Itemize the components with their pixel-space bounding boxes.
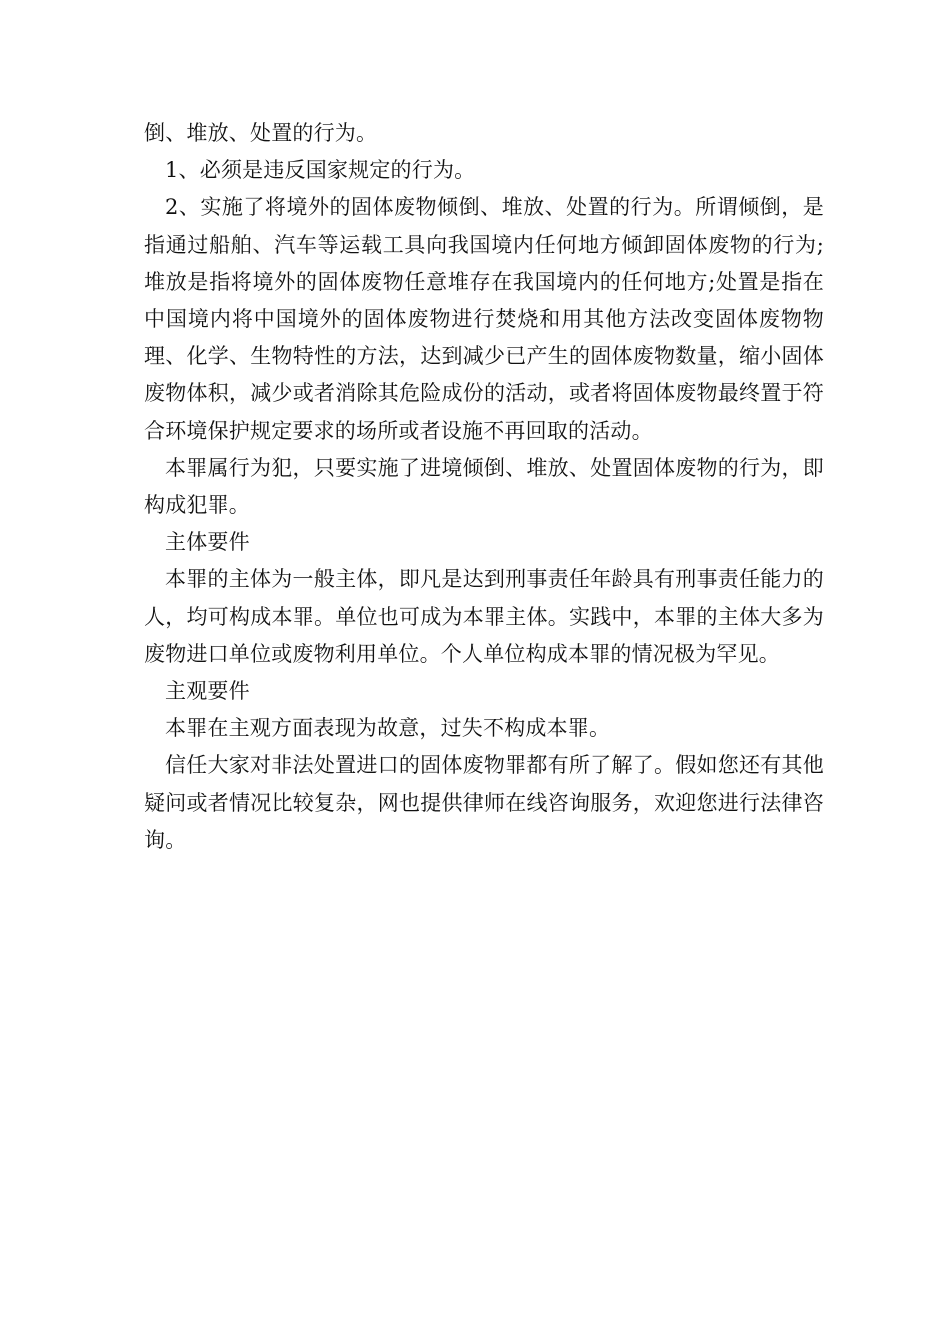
paragraph-item-1: 1、必须是违反国家规定的行为。 bbox=[165, 158, 476, 183]
heading-subjective-element: 主观要件 bbox=[165, 679, 250, 704]
paragraph-behavior-crime: 本罪属行为犯，只要实施了进境倾倒、堆放、处置固体废物的行为，即构成犯罪。 bbox=[144, 455, 824, 518]
heading-subject-element: 主体要件 bbox=[165, 530, 250, 555]
paragraph-closing: 信任大家对非法处置进口的固体废物罪都有所了解了。假如您还有其他疑问或者情况比较复杂，网也提供律师在线咨询服务，欢迎您进行法律咨询。 bbox=[144, 753, 824, 852]
paragraph-subject: 本罪的主体为一般主体，即凡是达到刑事责任年龄具有刑事责任能力的人，均可构成本罪。单位也可成为本罪主体。实践中，本罪的主体大多为废物进口单位或废物利用单位。个人单位构成本罪的情况极为罕见。 bbox=[144, 567, 824, 666]
document-body bbox=[144, 115, 824, 859]
paragraph-item-2: 2、实施了将境外的固体废物倾倒、堆放、处置的行为。所谓倾倒，是指通过船舶、汽车等运载工具向我国境内任何地方倾卸固体废物的行为;堆放是指将境外的固体废物任意堆存在我国境内的任何地方;处置是指在中国境内将中国境外的固体废物进行焚烧和用其他方法改变固体废物物理、化学、生物特性的方法，达到减少已产生的固体废物数量，缩小固体废物体积，减少或者消除其危险成份的活动，或者将固体废物最终置于符合环境保护规定要求的场所或者设施不再回取的活动。 bbox=[144, 195, 824, 443]
paragraph-continuation: 倒、堆放、处置的行为。 bbox=[144, 121, 378, 145]
paragraph-subjective: 本罪在主观方面表现为故意，过失不构成本罪。 bbox=[165, 716, 611, 741]
